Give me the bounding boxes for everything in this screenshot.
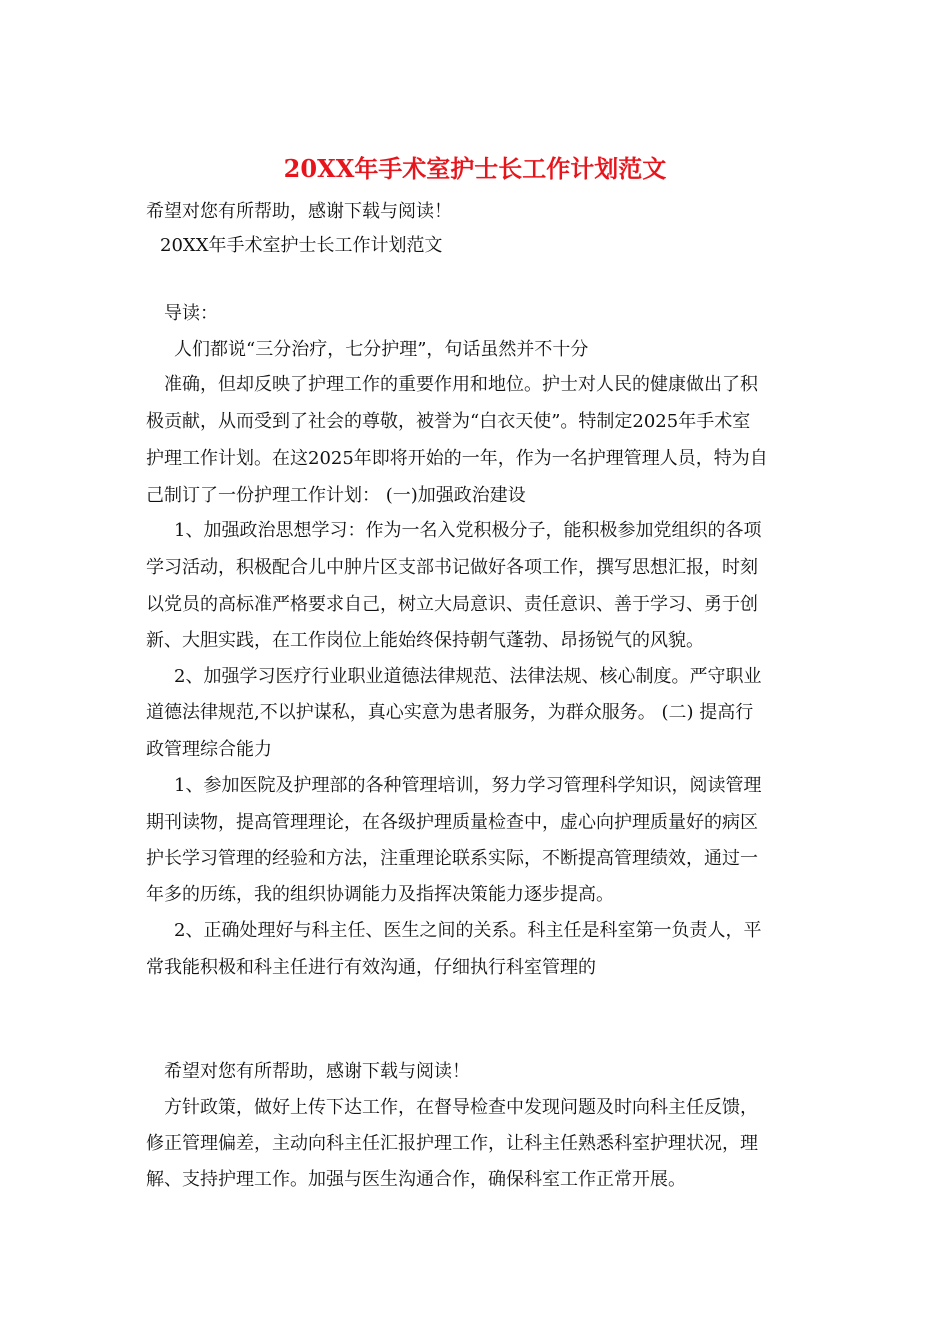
subtitle-line: 20XX年手术室护士长工作计划范文 <box>160 235 443 256</box>
paragraph-line: 2、正确处理好与科主任、医生之间的关系。科主任是科室第一负责人，平 <box>174 920 762 941</box>
paragraph-line: 1、加强政治思想学习：作为一名入党积极分子，能积极参加党组织的各项 <box>174 520 762 541</box>
paragraph-line: 常我能积极和科主任进行有效沟通，仔细执行科室管理的 <box>146 957 596 978</box>
paragraph-line: 准确，但却反映了护理工作的重要作用和地位。护士对人民的健康做出了积 <box>164 374 758 395</box>
paragraph-line: 护理工作计划。在这2025年即将开始的一年，作为一名护理管理人员，特为自 <box>146 448 768 469</box>
paragraph-line: 学习活动，积极配合儿中肿片区支部书记做好各项工作，撰写思想汇报，时刻 <box>146 557 758 578</box>
paragraph-line: 人们都说“三分治疗，七分护理”，句话虽然并不十分 <box>174 339 589 360</box>
paragraph-line: 期刊读物，提高管理理论，在各级护理质量检查中，虚心向护理质量好的病区 <box>146 812 758 833</box>
paragraph-line: 己制订了一份护理工作计划： (一)加强政治建设 <box>146 485 526 506</box>
paragraph-line: 政管理综合能力 <box>146 739 272 760</box>
paragraph-line: 1、参加医院及护理部的各种管理培训，努力学习管理科学知识，阅读管理 <box>174 775 762 796</box>
paragraph-line: 以党员的高标准严格要求自己，树立大局意识、责任意识、善于学习、勇于创 <box>146 594 758 615</box>
paragraph-line: 年多的历练，我的组织协调能力及指挥决策能力逐步提高。 <box>146 884 614 905</box>
paragraph-line: 护长学习管理的经验和方法，注重理论联系实际，不断提高管理绩效，通过一 <box>146 848 758 869</box>
download-thanks-header: 希望对您有所帮助，感谢下载与阅读！ <box>146 201 452 222</box>
paragraph-line: 解、支持护理工作。加强与医生沟通合作，确保科室工作正常开展。 <box>146 1169 686 1190</box>
paragraph-line: 道德法律规范,不以护谋私，真心实意为患者服务，为群众服务。 (二) 提高行 <box>146 702 754 723</box>
paragraph-line: 极贡献，从而受到了社会的尊敬，被誉为“白衣天使”。特制定2025年手术室 <box>146 411 751 432</box>
paragraph-line: 方针政策，做好上传下达工作，在督导检查中发现问题及时向科主任反馈， <box>164 1097 758 1118</box>
intro-label: 导读： <box>164 303 218 324</box>
paragraph-line: 修正管理偏差，主动向科主任汇报护理工作，让科主任熟悉科室护理状况，理 <box>146 1133 758 1154</box>
download-thanks-footer: 希望对您有所帮助，感谢下载与阅读！ <box>164 1061 470 1082</box>
paragraph-line: 新、大胆实践，在工作岗位上能始终保持朝气蓬勃、昂扬锐气的风貌。 <box>146 630 704 651</box>
document-title: 20XX年手术室护士长工作计划范文 <box>283 154 667 183</box>
paragraph-line: 2、加强学习医疗行业职业道德法律规范、法律法规、核心制度。严守职业 <box>174 666 762 687</box>
